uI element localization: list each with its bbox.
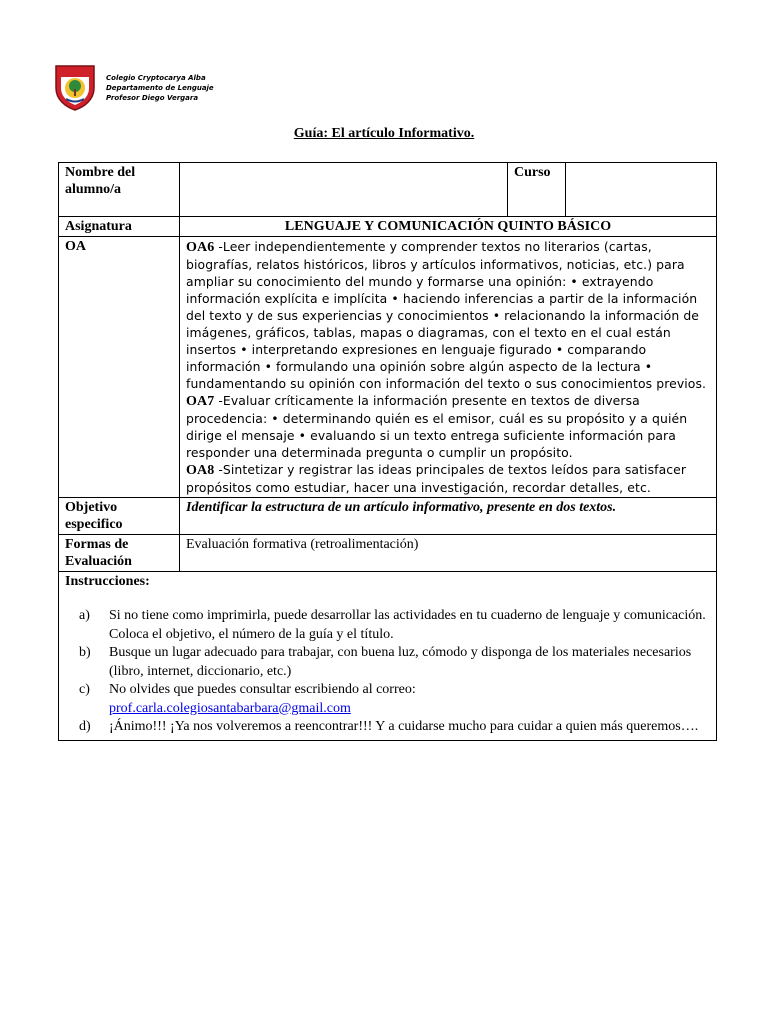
oa-content: [180, 237, 717, 498]
school-crest-icon: [52, 62, 98, 112]
objective-label: Objetivo especifico: [59, 498, 180, 535]
oa-label: OA: [59, 237, 180, 498]
oa-item: [186, 461, 710, 496]
oa-item: [186, 392, 710, 461]
objective-value: Identificar la estructura de un artículo informativo, presente en dos textos.: [180, 498, 717, 535]
page-title: Guía: El artículo Informativo.: [293, 126, 475, 141]
list-marker: a): [79, 608, 90, 623]
oa-item: [186, 238, 710, 392]
student-name-field[interactable]: [180, 163, 508, 217]
oa-text: -Leer independientemente y comprender textos no literarios (cartas, biografías, relatos históricos, libros y artículos informativos, noticias, etc.) para ampliar su conocimiento del mundo y formarse una opinión: • extrayendo información explícita e implícita • haciendo inferencias a partir de la información del texto y de sus experiencias y conocimientos • relacionando la información de imágenes, gráficos, tablas, mapas o diagramas, con el texto en el cual están insertos • interpretando expresiones en lenguaje figurado • comparando información • formulando una opinión sobre algún aspecto de la lectura • fundamentando su opinión con información del texto o sus conocimientos previos.: [186, 239, 707, 391]
evaluation-value: Evaluación formativa (retroalimentación): [180, 535, 717, 572]
letterhead: [52, 62, 214, 112]
teacher-name: Profesor Diego Vergara: [106, 94, 199, 102]
evaluation-label: Formas de Evaluación: [59, 535, 180, 572]
school-name: Colegio Cryptocarya Alba: [106, 74, 206, 82]
list-item: [65, 607, 710, 644]
instruction-text: Si no tiene como imprimirla, puede desarrollar las actividades en tu cuaderno de lenguaje y comunicación. Coloca el objetivo, el número de la guía y el título.: [109, 608, 706, 642]
list-item: [65, 681, 710, 718]
oa-code: OA8: [186, 463, 215, 478]
instruction-text: ¡Ánimo!!! ¡Ya nos volveremos a reencontrar!!! Y a cuidarse mucho para cuidar a quien más queremos….: [109, 719, 699, 734]
oa-code: OA6: [186, 240, 215, 255]
subject-value: LENGUAJE Y COMUNICACIÓN QUINTO BÁSICO: [180, 217, 717, 237]
guide-table: [58, 162, 717, 741]
instructions-heading: Instrucciones:: [65, 574, 150, 589]
list-item: [65, 718, 710, 737]
instruction-text: Busque un lugar adecuado para trabajar, con buena luz, cómodo y disponga de los materiales necesarios (libro, internet, diccionario, etc.): [109, 645, 692, 679]
department-name: Departamento de Lenguaje: [106, 84, 214, 92]
email-link[interactable]: prof.carla.colegiosantabarbara@gmail.com: [109, 700, 351, 716]
oa-text: -Evaluar críticamente la información presente en textos de diversa procedencia: • determinando quién es el emisor, cuál es su propósito y a quién dirige el mensaje • evaluando si un texto entrega suficiente información para responder una determinada pregunta o cumplir un propósito.: [186, 393, 688, 460]
list-item: [65, 644, 710, 681]
oa-code: OA7: [186, 394, 215, 409]
instruction-text: No olvides que puedes consultar escribiendo al correo:: [109, 682, 416, 697]
course-label: Curso: [508, 163, 566, 217]
course-field[interactable]: [566, 163, 717, 217]
oa-text: -Sintetizar y registrar las ideas principales de textos leídos para satisfacer propósitos como estudiar, hacer una investigación, recordar detalles, etc.: [186, 462, 687, 495]
list-marker: c): [79, 682, 90, 697]
instructions-cell: [59, 572, 717, 741]
instructions-list: [65, 607, 710, 737]
subject-label: Asignatura: [59, 217, 180, 237]
student-name-label: Nombre del alumno/a: [59, 163, 180, 217]
list-marker: d): [79, 719, 91, 734]
list-marker: b): [79, 645, 91, 660]
